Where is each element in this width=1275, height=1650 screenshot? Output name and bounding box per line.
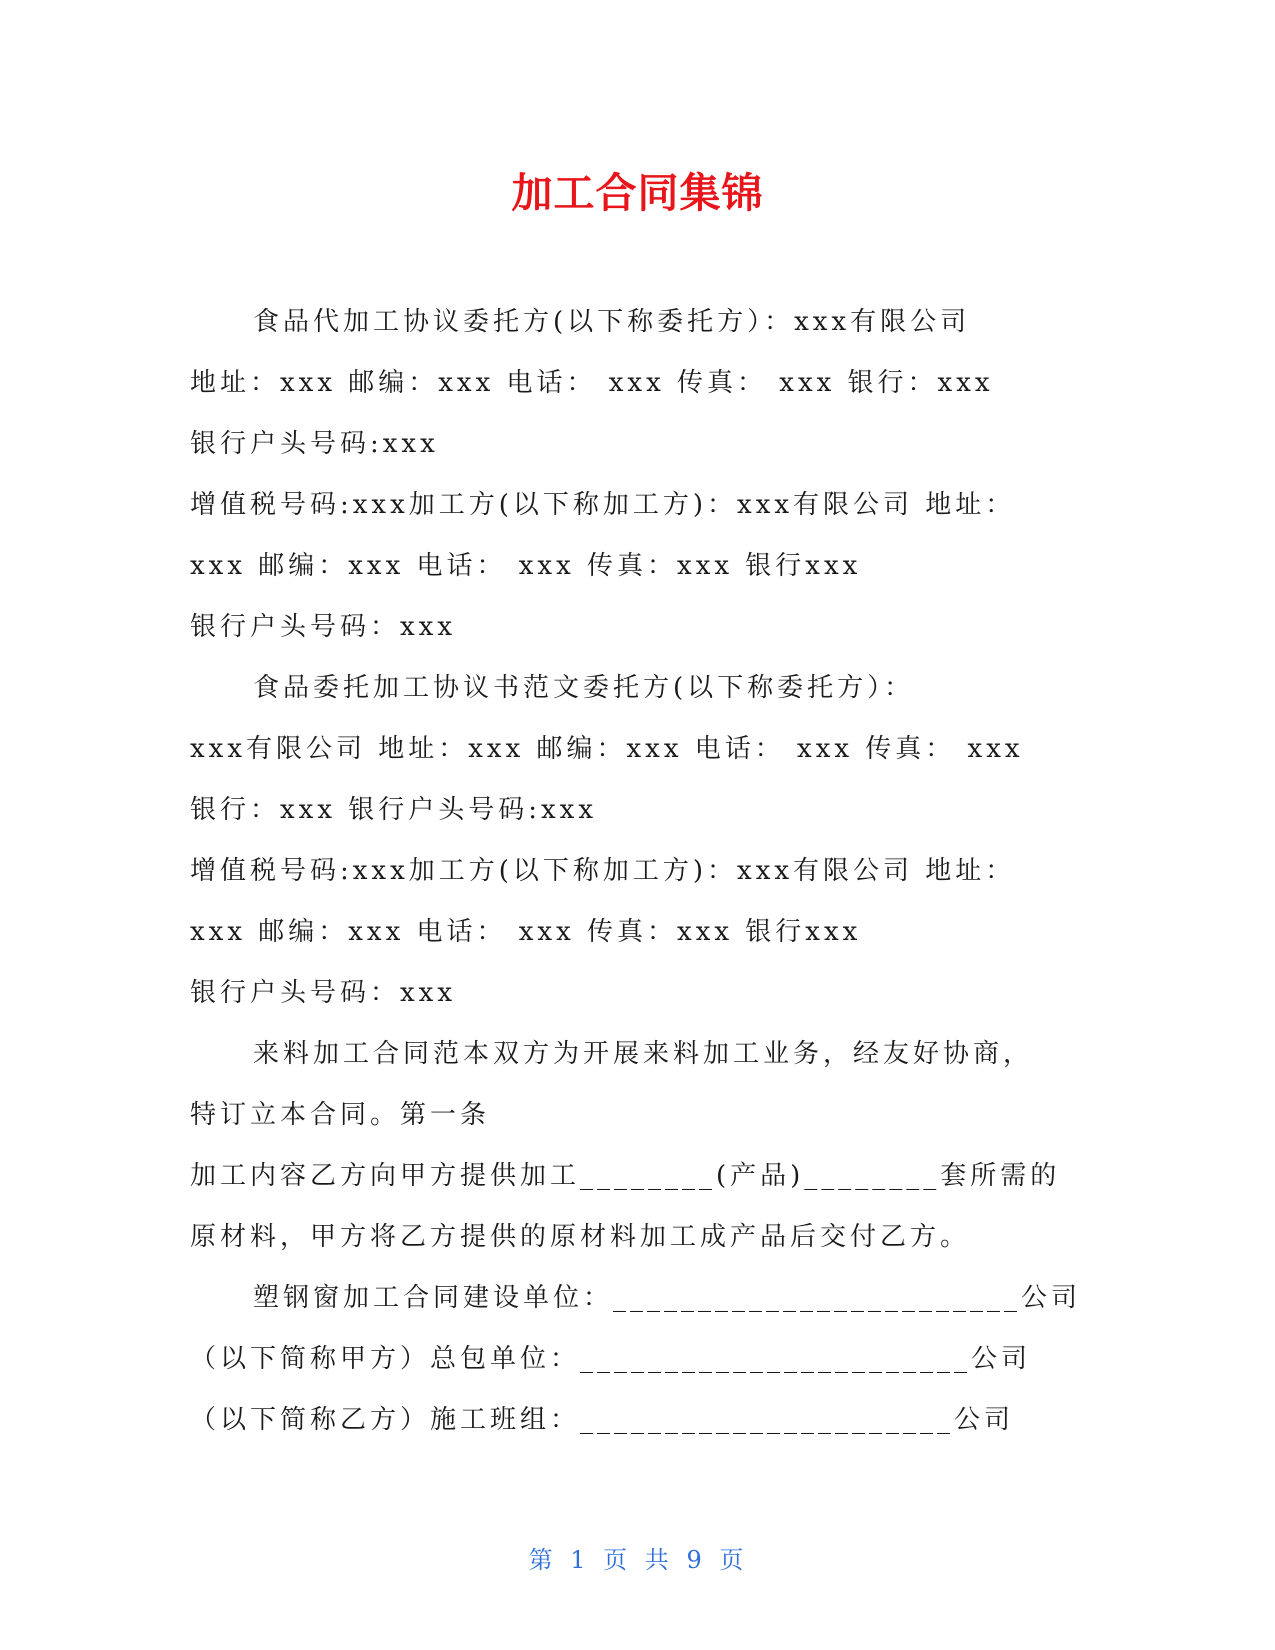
paragraph-line: 银行户头号码：xxx [190, 612, 456, 642]
paragraph-line: xxx 邮编：xxx 电话： xxx 传真：xxx 银行xxx [190, 917, 862, 947]
paragraph-line: （以下简称甲方）总包单位：_______________________公司 [190, 1344, 1032, 1374]
paragraph-line: xxx有限公司 地址：xxx 邮编：xxx 电话： xxx 传真： xxx [190, 734, 1024, 764]
paragraph-line: xxx 邮编：xxx 电话： xxx 传真：xxx 银行xxx [190, 551, 862, 581]
page-number-footer: 第 1 页 共 9 页 [528, 1546, 747, 1574]
paragraph-line: 地址：xxx 邮编：xxx 电话： xxx 传真： xxx 银行：xxx [190, 368, 994, 398]
paragraph-line: 食品代加工协议委托方(以下称委托方）：xxx有限公司 [253, 307, 971, 337]
paragraph-line: 原材料，甲方将乙方提供的原材料加工成产品后交付乙方。 [190, 1222, 971, 1252]
paragraph-line: 塑钢窗加工合同建设单位：________________________公司 [253, 1283, 1082, 1313]
paragraph-line: 食品委托加工协议书范文委托方(以下称委托方）： [253, 673, 915, 703]
paragraph-line: 加工内容乙方向甲方提供加工________(产品)________套所需的 [190, 1161, 1061, 1191]
paragraph-line: （以下简称乙方）施工班组：______________________公司 [190, 1405, 1015, 1435]
paragraph-line: 来料加工合同范本双方为开展来料加工业务，经友好协商， [253, 1039, 1034, 1069]
document-body [190, 292, 1082, 1451]
paragraph-line: 特订立本合同。第一条 [190, 1100, 491, 1130]
paragraph-line: 银行：xxx 银行户头号码:xxx [190, 795, 598, 825]
paragraph-line: 银行户头号码：xxx [190, 978, 456, 1008]
paragraph-line: 增值税号码:xxx加工方(以下称加工方)：xxx有限公司 地址： [190, 490, 1016, 520]
document-title: 加工合同集锦 [511, 169, 764, 217]
paragraph-line: 增值税号码:xxx加工方(以下称加工方)：xxx有限公司 地址： [190, 856, 1016, 886]
paragraph-line: 银行户头号码:xxx [190, 429, 439, 459]
